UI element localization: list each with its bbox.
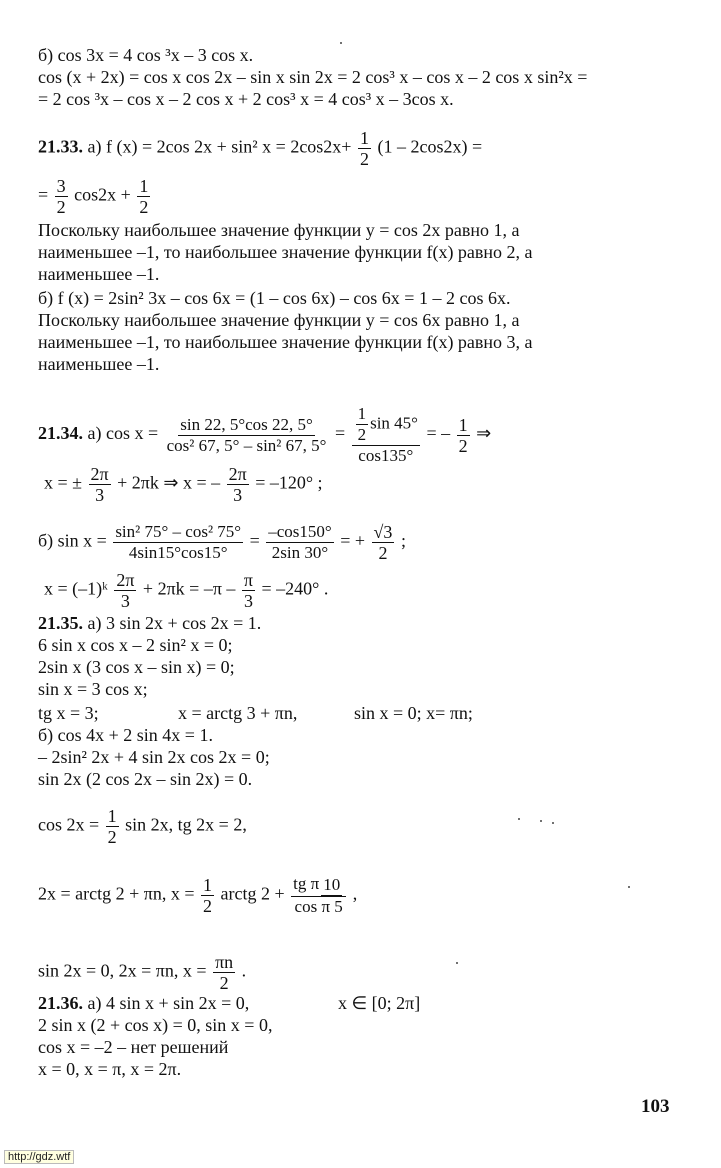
formula-line (44, 570, 328, 611)
formula-line (38, 874, 357, 917)
scan-speck (340, 42, 342, 44)
text-line: 6 sin x cos x – 2 sin² x = 0; (38, 635, 233, 655)
implies-symbol: ⇒ (476, 423, 492, 444)
denominator: 3 (95, 485, 105, 505)
text-line: tg x = 3; (38, 703, 99, 723)
denominator: 2 (203, 895, 213, 916)
formula-line (38, 522, 406, 563)
denominator: 2 (357, 425, 367, 444)
watermark: http://gdz.wtf (4, 1150, 74, 1164)
fraction (321, 875, 342, 896)
numerator: 1 (139, 176, 149, 196)
text-line: = 2 cos ³x – cos x – 2 cos x + 2 cos³ x = 4 cos³ x – 3cos x. (38, 89, 454, 109)
denominator: cos135° (358, 446, 414, 465)
text: а) cos x = (87, 423, 159, 444)
text-line: – 2sin² 2x + 4 sin 2x cos 2x = 0; (38, 747, 270, 767)
text-line: наименьшее –1. (38, 264, 160, 284)
numerator (352, 404, 420, 446)
text-line: Поскольку наибольшее значение функции y = cos 6x равно 1, а (38, 310, 520, 330)
text: = –120° ; (255, 472, 323, 493)
text: tg π (293, 874, 320, 893)
text: = –240° . (261, 578, 329, 599)
denominator: 2 (139, 197, 149, 217)
text: . (241, 960, 247, 981)
text-line: 2sin x (3 cos x – sin x) = 0; (38, 657, 235, 677)
formula-line (38, 176, 152, 217)
denominator: 2 (378, 543, 388, 563)
numerator: 1 (107, 806, 117, 826)
fraction (242, 570, 255, 611)
fraction (89, 464, 111, 505)
fraction (356, 404, 369, 445)
fraction (113, 522, 243, 563)
text: а) 4 sin x + sin 2x = 0, (87, 993, 250, 1013)
numerator: 2π (228, 464, 247, 484)
problem-number: 21.35. (38, 613, 83, 633)
numerator: 2π (116, 570, 135, 590)
fraction (106, 806, 119, 847)
denominator: 2 (458, 435, 468, 456)
numerator: 1 (359, 128, 369, 148)
fraction (213, 952, 235, 993)
text: = (38, 184, 49, 205)
text: = – (426, 423, 451, 444)
numerator: sin² 75° – cos² 75° (115, 522, 242, 541)
text-line: наименьшее –1, то наибольшее значение функции f(x) равно 2, а (38, 242, 533, 262)
denominator: 3 (120, 591, 130, 611)
numerator: π (243, 570, 253, 590)
scan-speck (628, 886, 630, 888)
numerator: sin 22, 5°cos 22, 5° (180, 414, 313, 434)
denominator: 2sin 30° (271, 543, 329, 562)
text: = (249, 530, 260, 551)
text: sin 45° (370, 413, 418, 433)
fraction (266, 522, 333, 563)
fraction (227, 464, 249, 505)
text-line: x = arctg 3 + πn, (178, 703, 298, 723)
text-line: б) cos 4x + 2 sin 4x = 1. (38, 725, 213, 745)
text: ; (400, 530, 406, 551)
text: 5 (334, 896, 343, 916)
text: cos π (294, 896, 331, 916)
fraction (372, 522, 395, 563)
numerator: πn (215, 952, 234, 972)
scan-speck (518, 818, 520, 820)
fraction (137, 176, 150, 217)
text-line: x ∈ [0; 2π] (338, 993, 421, 1013)
text-line: sin x = 0; x= πn; (354, 703, 473, 723)
numerator: 1 (458, 414, 468, 435)
numerator: 2π (90, 464, 109, 484)
text-line: наименьшее –1, то наибольшее значение функции f(x) равно 3, а (38, 332, 533, 352)
denominator: 4sin15°cos15° (128, 543, 228, 562)
numerator: 3 (56, 176, 66, 196)
text: + 2πk = –π – (142, 578, 236, 599)
fraction (291, 874, 346, 917)
text-line: 2 sin x (2 + cos x) = 0, sin x = 0, (38, 1015, 273, 1035)
problem-number: 21.34. (38, 423, 83, 444)
numerator: 1 (203, 874, 213, 895)
denominator: cos² 67, 5° – sin² 67, 5° (166, 435, 327, 455)
text-line: cos x = –2 – нет решений (38, 1037, 229, 1057)
denominator: 2 (359, 149, 369, 169)
numerator (291, 874, 346, 897)
text: cos2x + (74, 184, 131, 205)
denominator (293, 897, 345, 917)
fraction (457, 415, 470, 456)
text-line: Поскольку наибольшее значение функции y = cos 2x равно 1, а (38, 220, 520, 240)
text: arctg 2 + (220, 883, 285, 904)
text: 2x = arctg 2 + πn, x = (38, 883, 195, 904)
numerator: –cos150° (268, 522, 332, 541)
denominator: 2 (107, 827, 117, 847)
formula-line (38, 992, 249, 1014)
text-line: наименьшее –1. (38, 354, 160, 374)
fraction (201, 875, 214, 916)
formula-line (38, 612, 261, 634)
denominator: 3 (243, 591, 253, 611)
formula-line (38, 404, 491, 466)
problem-number: 21.33. (38, 136, 83, 157)
formula-line (44, 464, 323, 505)
denominator: 3 (233, 485, 243, 505)
denominator: 2 (219, 973, 229, 993)
numerator: 1 (357, 404, 367, 423)
numerator: 10 (323, 874, 341, 894)
scan-speck (456, 962, 458, 964)
text: x = ± (44, 472, 83, 493)
page-number: 103 (641, 1096, 670, 1117)
text: + 2πk ⇒ x = – (117, 472, 221, 493)
text: а) f (x) = 2cos 2x + sin² x = 2cos2x+ (87, 136, 352, 157)
text-line: б) f (x) = 2sin² 3x – cos 6x = (1 – cos 6x) – cos 6x = 1 – 2 cos 6x. (38, 288, 511, 308)
text-line: sin 2x (2 cos 2x – sin 2x) = 0. (38, 769, 253, 789)
denominator: 2 (56, 197, 66, 217)
numerator: √3 (373, 522, 393, 542)
scan-speck (552, 822, 554, 824)
text-line: sin x = 3 cos x; (38, 679, 148, 699)
text: x = (–1)ᵏ (44, 578, 108, 599)
text-line: б) cos 3x = 4 cos ³x – 3 cos x. (38, 45, 254, 65)
text: sin 2x = 0, 2x = πn, x = (38, 960, 207, 981)
formula-line (38, 806, 247, 847)
fraction (114, 570, 136, 611)
fraction (358, 128, 371, 169)
text: а) 3 sin 2x + cos 2x = 1. (87, 613, 262, 633)
formula-line (38, 952, 246, 993)
fraction (165, 415, 329, 456)
text: = (334, 423, 346, 444)
text: sin 2x, tg 2x = 2, (125, 814, 247, 835)
formula-line (38, 128, 482, 169)
text: , (352, 883, 358, 904)
fraction (352, 404, 420, 466)
scan-speck (540, 820, 542, 822)
fraction (55, 176, 68, 217)
text: cos 2x = (38, 814, 100, 835)
text: (1 – 2cos2x) = (377, 136, 483, 157)
text: = + (340, 530, 366, 551)
text: б) sin x = (38, 530, 107, 551)
text-line: cos (x + 2x) = cos x cos 2x – sin x sin 2x = 2 cos³ x – cos x – 2 cos x sin²x = (38, 67, 588, 87)
problem-number: 21.36. (38, 993, 83, 1013)
text-line: x = 0, x = π, x = 2π. (38, 1059, 182, 1079)
